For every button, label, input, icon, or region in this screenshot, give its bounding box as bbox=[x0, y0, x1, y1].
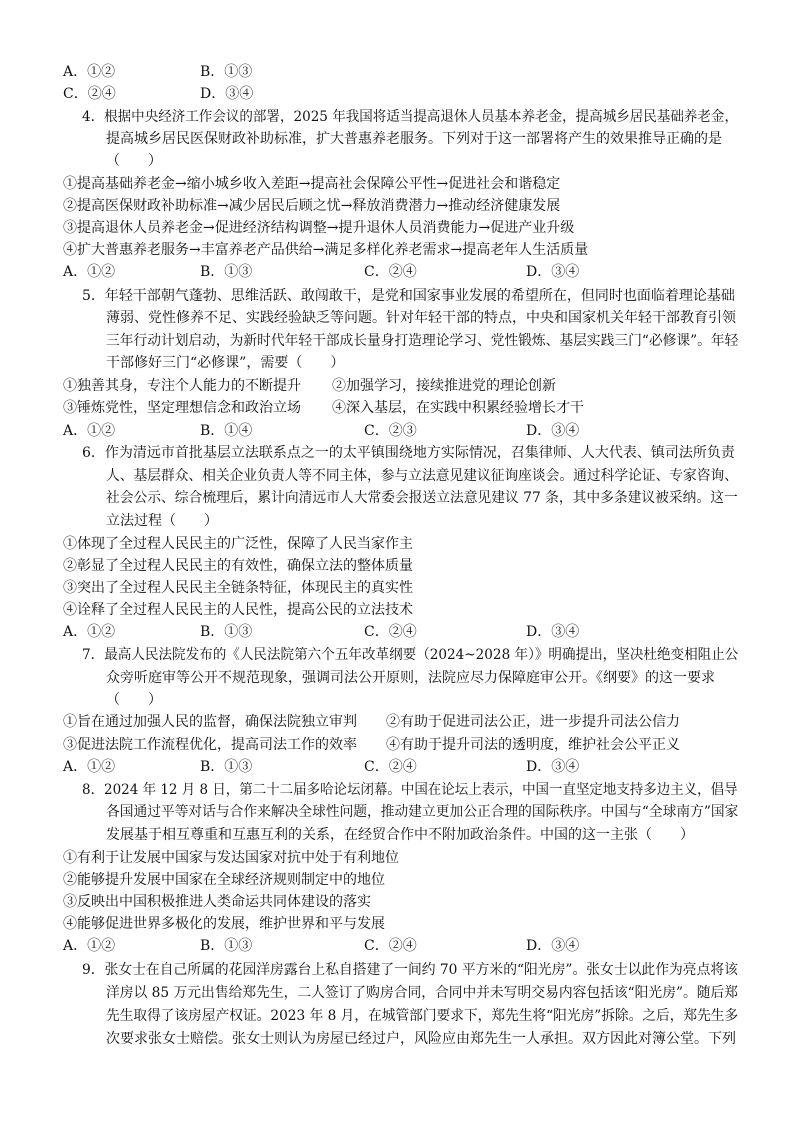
q4-choice: ③提高退休人员养老金→促进经济结构调整→提升退休人员消费能力→促进产业升级 bbox=[63, 220, 575, 236]
q7-option-b[interactable]: B．①③ bbox=[200, 759, 253, 775]
q9-stem-line: 9．张女士在自己所属的花园洋房露台上私自搭建了一间约 70 平方米的“阳光房”。张女士以此作为亮点将该 bbox=[82, 962, 738, 978]
q8-choice: ②能够提升发展中国家在全球经济规则制定中的地位 bbox=[63, 872, 385, 888]
q6-stem-line: 6．作为清远市首批基层立法联系点之一的太平镇围绕地方实际情况，召集律师、人大代表、镇司法所负责 bbox=[82, 445, 735, 461]
q4-choice: ①提高基础养老金→缩小城乡收入差距→提高社会保障公平性→促进社会和谐稳定 bbox=[63, 176, 561, 192]
q5-option-d[interactable]: D．③④ bbox=[526, 423, 580, 439]
q6-option-a[interactable]: A．①② bbox=[63, 624, 116, 640]
q5-choice: ②加强学习，接续推进党的理论创新 bbox=[332, 378, 556, 394]
q4-stem-line: 4．根据中央经济工作会议的部署，2025 年我国将适当提高退休人员基本养老金，提高城乡居民基础养老金， bbox=[82, 109, 738, 125]
q8-option-b[interactable]: B．①③ bbox=[200, 938, 253, 954]
q8-choice: ④能够促进世界多极化的发展，维护世界和平与发展 bbox=[63, 916, 385, 932]
q4-stem-line: 提高城乡居民医保财政补助标准，扩大普惠养老服务。下列对于这一部署将产生的效果推导正确的是 bbox=[106, 131, 722, 147]
q5-choice: ③锤炼党性，坚定理想信念和政治立场 bbox=[63, 400, 301, 416]
q4-stem-line: （ ） bbox=[106, 153, 162, 169]
q4-option-c[interactable]: C．②④ bbox=[364, 264, 417, 280]
q5-stem-line: 5．年轻干部朝气蓬勃、思维活跃、敢闯敢干，是党和国家事业发展的希望所在，但同时也面临着理论基础 bbox=[82, 288, 735, 304]
q8-stem-line: 发展基于相互尊重和互惠互利的关系，在经贸合作中不附加政治条件。中国的这一主张（ ） bbox=[106, 827, 694, 843]
q7-option-c[interactable]: C．②④ bbox=[364, 759, 417, 775]
q4-choice: ②提高医保财政补助标准→减少居民后顾之忧→释放消费潜力→推动经济健康发展 bbox=[63, 198, 561, 214]
q5-stem-line: 三年行动计划启动，为新时代年轻干部成长量身打造理论学习、党性锻炼、基层实践三门“必修课”。年轻 bbox=[106, 333, 739, 349]
q4-option-d[interactable]: D．③④ bbox=[526, 264, 580, 280]
q8-stem-line: 8．2024 年 12 月 8 日，第二十二届多哈论坛闭幕。中国在论坛上表示，中国一直坚定地支持多边主义，倡导 bbox=[82, 782, 738, 798]
q6-choice: ②彰显了全过程人民民主的有效性，确保立法的整体质量 bbox=[63, 558, 413, 574]
q6-choice: ④诠释了全过程人民民主的人民性，提高公民的立法技术 bbox=[63, 602, 413, 618]
q6-option-c[interactable]: C．②④ bbox=[364, 624, 417, 640]
q8-choice: ③反映出中国积极推进人类命运共同体建设的落实 bbox=[63, 894, 371, 910]
q8-option-d[interactable]: D．③④ bbox=[526, 938, 580, 954]
q7-choice: ①旨在通过加强人民的监督，确保法院独立审判 bbox=[63, 714, 357, 730]
q9-stem-line: 先生取得了该房屋产权证。2023 年 8 月，在城管部门要求下，郑先生将“阳光房”拆除。之后，郑先生多 bbox=[106, 1008, 739, 1024]
q4-choice: ④扩大普惠养老服务→丰富养老产品供给→满足多样化养老需求→提高老年人生活质量 bbox=[63, 242, 589, 258]
q8-option-c[interactable]: C．②④ bbox=[364, 938, 417, 954]
q4-option-b[interactable]: B．①③ bbox=[200, 264, 253, 280]
q8-choice: ①有利于让发展中国家与发达国家对抗中处于有利地位 bbox=[63, 850, 399, 866]
q6-stem-line: 社会公示、综合梳理后，累计向清远市人大常委会报送立法意见建议 77 条，其中多条建议被采纳。这一 bbox=[106, 490, 738, 506]
q5-choice: ④深入基层，在实践中积累经验增长才干 bbox=[332, 400, 584, 416]
q6-option-d[interactable]: D．③④ bbox=[526, 624, 580, 640]
q9-stem-line: 次要求张女士赔偿。张女士则认为房屋已经过户，风险应由郑先生一人承担。双方因此对簿公堂。下列 bbox=[106, 1031, 736, 1047]
option-a[interactable]: A．①② bbox=[63, 64, 116, 80]
q5-choice: ①独善其身，专注个人能力的不断提升 bbox=[63, 378, 301, 394]
q7-option-a[interactable]: A．①② bbox=[63, 759, 116, 775]
q7-choice: ③促进法院工作流程优化，提高司法工作的效率 bbox=[63, 737, 357, 753]
option-d[interactable]: D．③④ bbox=[200, 86, 254, 102]
q5-option-a[interactable]: A．①② bbox=[63, 423, 116, 439]
q6-option-b[interactable]: B．①③ bbox=[200, 624, 253, 640]
q6-choice: ①体现了全过程人民民主的广泛性，保障了人民当家作主 bbox=[63, 536, 413, 552]
q9-stem-line: 洋房以 85 万元出售给郑先生，二人签订了购房合同，合同中并未写明交易内容包括该“阳光房”。随后郑 bbox=[106, 985, 739, 1001]
option-c[interactable]: C．②④ bbox=[63, 86, 116, 102]
option-b[interactable]: B．①③ bbox=[200, 64, 253, 80]
q7-choice: ④有助于提升司法的透明度，维护社会公平正义 bbox=[386, 737, 680, 753]
q5-stem-line: 薄弱、党性修养不足、实践经验缺乏等问题。针对年轻干部的特点，中央和国家机关年轻干部教育引领 bbox=[106, 310, 736, 326]
q6-stem-line: 立法过程（ ） bbox=[106, 513, 218, 529]
q7-stem-line: 7．最高人民法院发布的《人民法院第六个五年改革纲要（2024~2028 年）》明确提出，坚决杜绝变相阻止公 bbox=[82, 647, 739, 663]
q6-choice: ③突出了全过程人民民主全链条特征，体现民主的真实性 bbox=[63, 580, 413, 596]
q7-option-d[interactable]: D．③④ bbox=[526, 759, 580, 775]
q6-stem-line: 人、基层群众、相关企业负责人等不同主体，参与立法意见建议征询座谈会。通过科学论证、专家咨询、 bbox=[106, 468, 739, 484]
q8-option-a[interactable]: A．①② bbox=[63, 938, 116, 954]
q5-stem-line: 干部修好三门“必修课”，需要（ ） bbox=[106, 355, 345, 371]
q8-stem-line: 各国通过平等对话与合作来解决全球性问题，推动建立更加公正合理的国际秩序。中国与“全球南方”国家 bbox=[106, 804, 739, 820]
q7-stem-line: 众旁听庭审等公开不规范现象，强调司法公开原则，法院应尽力保障庭审公开。《纲要》的这一要求 bbox=[106, 670, 715, 686]
q5-option-b[interactable]: B．①④ bbox=[200, 423, 253, 439]
q4-option-a[interactable]: A．①② bbox=[63, 264, 116, 280]
q7-choice: ②有助于促进司法公正，进一步提升司法公信力 bbox=[386, 714, 680, 730]
q7-stem-line: （ ） bbox=[106, 692, 162, 708]
q5-option-c[interactable]: C．②③ bbox=[364, 423, 417, 439]
